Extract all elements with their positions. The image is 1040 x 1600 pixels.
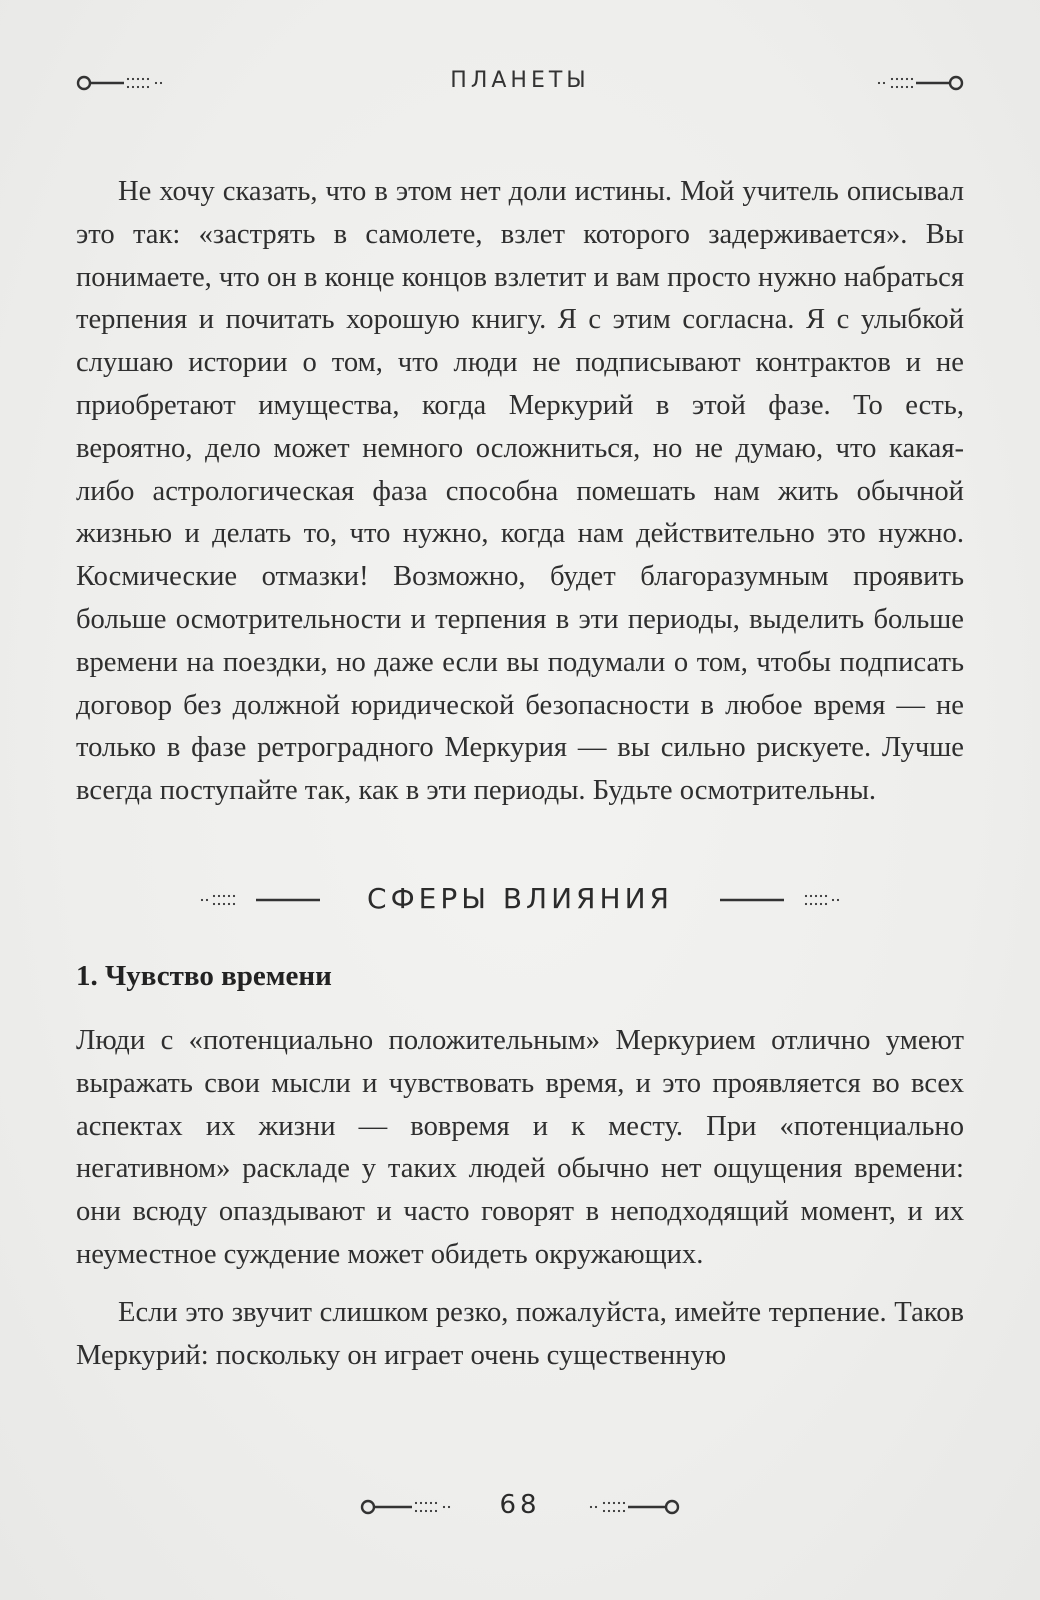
- body-paragraph: Люди с «потенциально положительным» Меркурием отлично умеют выражать свои мысли и чувствовать время, и это проявляется во всех аспектах их жизни — вовремя и к месту. При «потенциально негативном» раскладе у таких людей обычно нет ощущения времени: они всюду опаздывают и часто говорят в неподходящий момент, и их неуместное суждение может обидеть окружающих.: [76, 1025, 964, 1270]
- page-number: 68: [499, 1490, 541, 1520]
- running-title: ПЛАНЕТЫ: [450, 68, 590, 93]
- body-paragraph: Если это звучит слишком резко, пожалуйста, имейте терпение. Таков Меркурий: поскольку он играет очень существенную: [76, 1297, 964, 1371]
- page-header: [76, 62, 964, 106]
- section-heading: СФЕРЫ ВЛИЯНИЯ: [367, 882, 673, 915]
- section-heading-row: [196, 872, 844, 928]
- body-paragraph: Не хочу сказать, что в этом нет доли истины. Мой учитель описывал это так: «застрять в самолете, взлет которого задерживается». Вы понимаете, что он в конце концов взлетит и вам просто нужно набраться терпения и почитать хорошую книгу. Я с этим согласна. Я с улыбкой слушаю истории о том, что люди не подписывают контрактов и не приобретают имущества, когда Меркурий в этой фазе. То есть, вероятно, дело может немного осложниться, но не думаю, что какая-либо астрологическая фаза способна помешать нам жить обычной жизнью и делать то, что нужно, когда нам действительно это нужно. Космические отмазки! Возможно, будет благоразумным проявить больше осмотрительности и терпения в эти периоды, выделить больше времени на поездки, но даже если вы подумали о том, чтобы подписать договор без должной юридической безопасности в любое время — не только в фазе ретроградного Меркурия — вы сильно рискуете. Лучше всегда поступайте так, как в эти периоды. Будьте осмотрительны.: [76, 176, 964, 807]
- footer-right-ornament-icon: [582, 1494, 680, 1520]
- subheading: 1. Чувство времени: [76, 960, 332, 992]
- page-footer: [360, 1488, 680, 1528]
- header-right-ornament-icon: [874, 70, 964, 96]
- heading-right-ornament-icon: [718, 888, 844, 912]
